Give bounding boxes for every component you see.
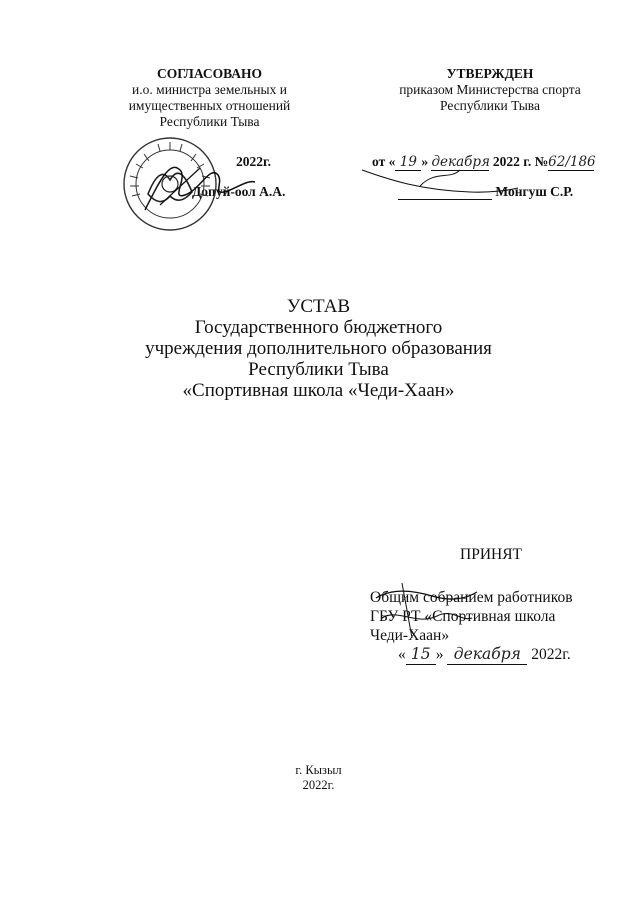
approval-left-line1: и.о. министра земельных и [132,82,287,97]
footer-year: 2022г. [302,778,335,792]
charter-title-line3: учреждения дополнительного образования [145,338,492,359]
accepted-line1: Общим собранием работников [370,589,573,606]
accepted-date-open: « [398,646,406,663]
signature-left [140,150,260,220]
approval-left-heading: СОГЛАСОВАНО [156,66,263,81]
accepted-date-close: » [435,646,444,663]
signature-accepted [372,578,482,648]
approval-left-line3: Республики Тыва [159,114,260,129]
charter-title-line2: Государственного бюджетного [194,317,443,338]
approval-right-day: 19 [395,154,421,171]
approval-left-line2: имущественных отношений [128,98,291,113]
accepted-year: 2022г. [531,646,571,663]
approval-right-signatory: Монгуш С.Р. [495,184,574,199]
signature-right [360,140,520,200]
approval-left-block [92,66,327,130]
accepted-line2: ГБУ РТ «Спортивная школа [370,608,556,625]
footer-block [0,763,637,793]
approval-left-date: 2022г. [236,154,271,169]
approval-right-year: 2022 г. № [492,154,549,169]
charter-title: УСТАВ [286,296,351,317]
footer-city: г. Кызыл [295,763,342,777]
approval-right-date-mid: » [421,154,429,169]
charter-title-line4: Республики Тыва [248,359,389,380]
approval-right-line2: Республики Тыва [440,98,540,113]
approval-left-signatory: Допуй-оол А.А. [192,184,286,199]
accepted-line3: Чеди-Хаан» [370,627,450,644]
accepted-day: 15 [406,645,436,665]
approval-right-order-number: 62/186 [548,154,596,170]
approval-right-heading: УТВЕРЖДЕН [446,66,534,81]
accepted-heading: ПРИНЯТ [460,546,523,563]
approval-right-block [355,66,625,114]
charter-title-line5: «Спортивная школа «Чеди-Хаан» [182,380,455,401]
approval-right-month: декабря [431,154,490,170]
accepted-month: декабря [447,645,527,665]
approval-right-line1: приказом Министерства спорта [399,82,581,97]
approval-right-date-prefix: от « [372,154,396,169]
charter-title-block [0,296,637,401]
accepted-date-row [398,645,620,665]
